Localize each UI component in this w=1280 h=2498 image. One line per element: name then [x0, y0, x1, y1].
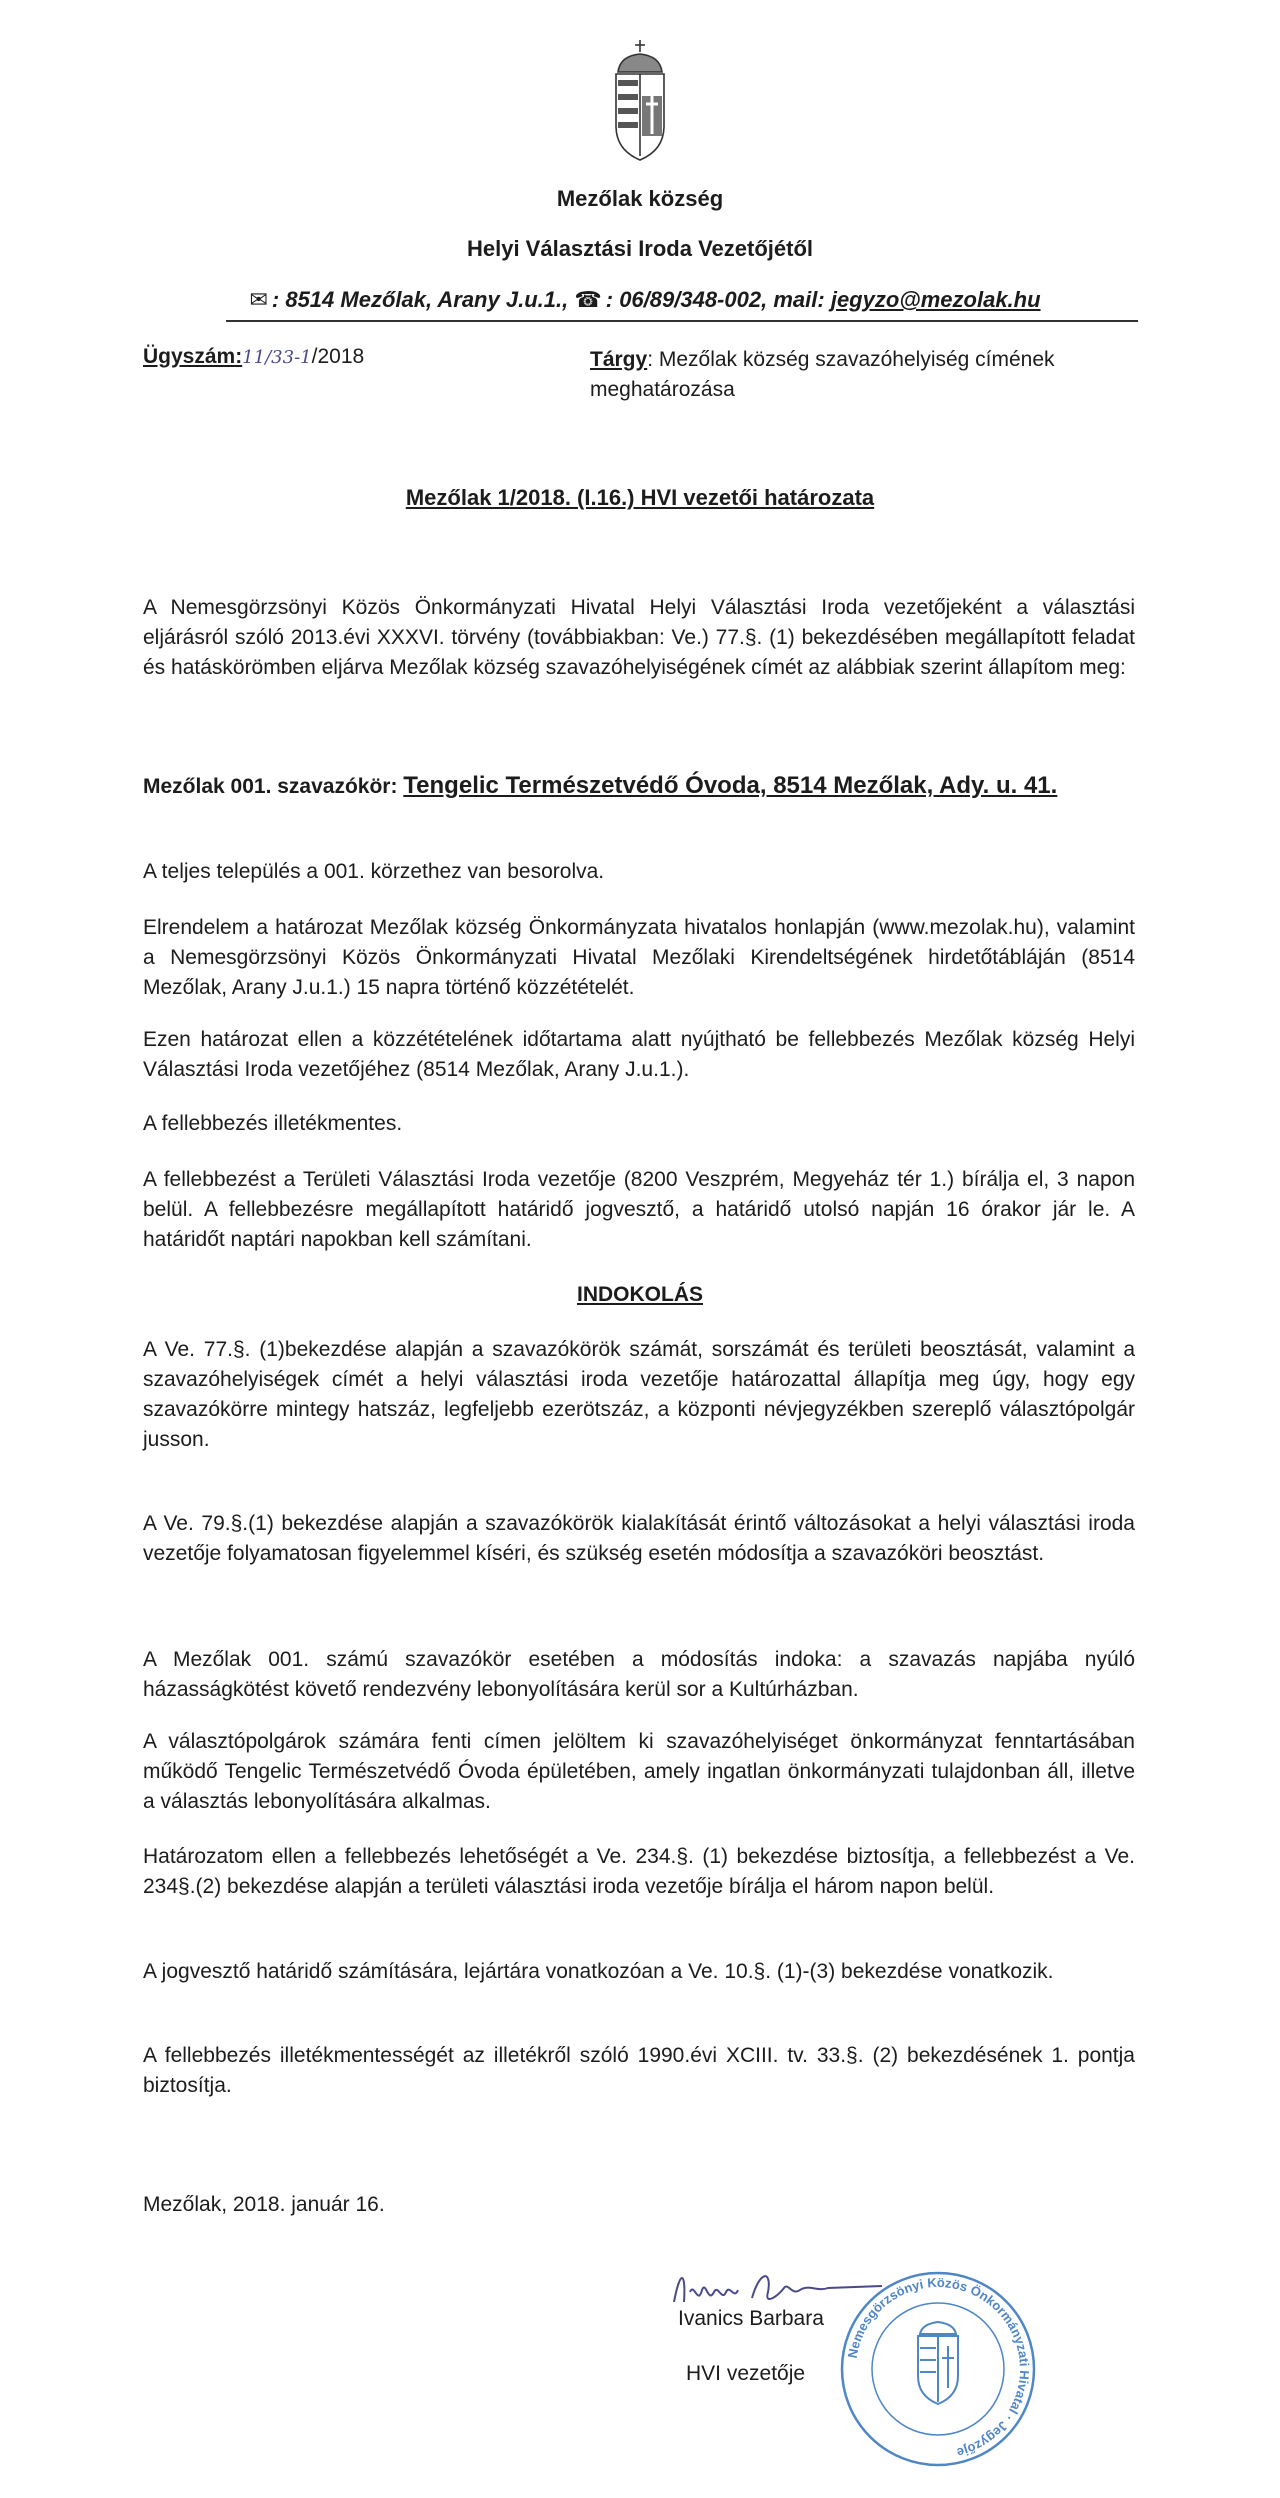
- official-stamp-icon: [838, 2264, 1038, 2474]
- polling-district: [143, 772, 1057, 800]
- paragraph-fee-exempt: A fellebbezés illetékmentes.: [143, 1112, 403, 1135]
- reasoning-paragraph-2: A Ve. 79.§.(1) bekezdése alapján a szavazókörök kialakítását érintő változásokat a helyi választási iroda vezetője folyamatosan figyelemmel kíséri, és szükség esetén módosítja a szavazóköri beosztást.: [143, 1512, 1135, 1565]
- polling-station-address: Tengelic Természetvédő Óvoda, 8514 Mezőlak, Ady. u. 41.: [403, 772, 1058, 799]
- case-number: [143, 345, 364, 369]
- office-email: jegyzo@mezolak.hu: [830, 287, 1041, 312]
- paragraph-publication: Elrendelem a határozat Mezőlak község Önkormányzata hivatalos honlapján (www.mezolak.hu), valamint a Nemesgörzsönyi Közös Önkormányzati Hivatal Mezőlaki Kirendeltségének hirdetőtábláján (8514 Mezőlak, Arany J.u.1.) 15 napra történő közzétételét.: [143, 916, 1135, 999]
- svg-text:Nemesgörzsönyi Közös Önkormány: Nemesgörzsönyi Közös Önkormányzati Hivatal · Jegyzője: [844, 2274, 1033, 2461]
- decision-title: Mezőlak 1/2018. (I.16.) HVI vezetői határozata: [405, 485, 875, 510]
- reasoning-paragraph-6: A jogvesztő határidő számítására, lejártára vonatkozóan a Ve. 10.§. (1)-(3) bekezdése vonatkozik.: [143, 1960, 1054, 1983]
- reasoning-title: INDOKOLÁS: [577, 1283, 703, 1306]
- intro-paragraph: A Nemesgörzsönyi Közös Önkormányzati Hivatal Helyi Választási Iroda vezetőjeként a választási eljárásról szóló 2013.évi XXXVI. törvény (továbbiakban: Ve.) 77.§. (1) bekezdésében megállapított feladat és hatáskörömben eljárva Mezőlak község szavazóhelyiségének címét az alábbiak szerint állapítom meg:: [143, 596, 1135, 679]
- case-number-label: Ügyszám:: [143, 345, 243, 368]
- signer-name: Ivanics Barbara: [678, 2307, 824, 2330]
- office-address: 8514 Mezőlak, Arany J.u.1.,: [285, 287, 569, 312]
- reasoning-paragraph-1: A Ve. 77.§. (1)bekezdése alapján a szavazókörök számát, sorszámát és területi beosztását, valamint a szavazóhelyiségek címét a helyi választási iroda vezetője határozattal állapítja meg úgy, hogy egy szavazókörre mintegy hatszáz, legfeljebb ezerötszáz, a központi névjegyzékben szereplő választópolgár jusson.: [143, 1338, 1135, 1451]
- paragraph-appeal-review: A fellebbezést a Területi Választási Iroda vezetője (8200 Veszprém, Megyeház tér 1.) bírálja el, 3 napon belül. A fellebbezésre megállapított határidő jogvesztő, a határidő utolsó napján 16 órakor jár le. A határidőt naptári napokban kell számítani.: [143, 1168, 1135, 1251]
- reasoning-paragraph-4: A választópolgárok számára fenti címen jelöltem ki szavazóhelyiséget önkormányzat fenntartásában működő Tengelic Természetvédő Óvoda épületében, amely ingatlan önkormányzati tulajdonban áll, illetve a választás lebonyolítására alkalmas.: [143, 1730, 1135, 1813]
- paragraph-settlement: A teljes település a 001. körzethez van besorolva.: [143, 860, 605, 883]
- polling-district-label: Mezőlak 001. szavazókör:: [143, 775, 404, 798]
- municipality-name: Mezőlak község: [556, 186, 724, 211]
- envelope-icon: ✉: [249, 287, 268, 312]
- mail-label: mail:: [773, 287, 825, 312]
- case-number-year: /2018: [311, 345, 365, 368]
- reasoning-paragraph-7: A fellebbezés illetékmentességét az illetékről szóló 1990.évi XCIII. tv. 33.§. (2) bekezdésének 1. pontja biztosítja.: [143, 2044, 1135, 2097]
- subject: [590, 345, 1110, 405]
- phone-icon: ☎: [574, 287, 602, 312]
- header-divider: [226, 320, 1138, 322]
- paragraph-appeal-right: Ezen határozat ellen a közzétételének időtartama alatt nyújtható be fellebbezés Mezőlak község Helyi Választási Iroda vezetőjéhez (8514 Mezőlak, Arany J.u.1.).: [143, 1028, 1135, 1081]
- issuing-office: Helyi Választási Iroda Vezetőjétől: [466, 236, 814, 261]
- reasoning-paragraph-5: Határozatom ellen a fellebbezés lehetőségét a Ve. 234.§. (1) bekezdése biztosítja, a fellebbezést a Ve. 234§.(2) bekezdése alapján a területi választási iroda vezetője bírálja el három napon belül.: [143, 1845, 1135, 1898]
- place-and-date: Mezőlak, 2018. január 16.: [143, 2193, 385, 2216]
- hungarian-coat-of-arms-icon: [608, 38, 672, 168]
- office-phone: 06/89/348-002,: [619, 287, 768, 312]
- subject-label: Tárgy: [590, 348, 648, 371]
- signer-role: HVI vezetője: [686, 2362, 806, 2385]
- subject-text: : Mezőlak község szavazóhelyiség címének meghatározása: [590, 348, 1055, 401]
- reasoning-paragraph-3: A Mezőlak 001. számú szavazókör esetében a módosítás indoka: a szavazás napjába nyúló házasságkötést követő rendezvény lebonyolítására kerül sor a Kultúrházban.: [143, 1648, 1135, 1701]
- contact-line: ✉ : 8514 Mezőlak, Arany J.u.1., ☎ : 06/89/348-002, mail: jegyzo@mezolak.hu: [249, 287, 1041, 312]
- case-number-handwritten: 11/33-1: [242, 347, 312, 368]
